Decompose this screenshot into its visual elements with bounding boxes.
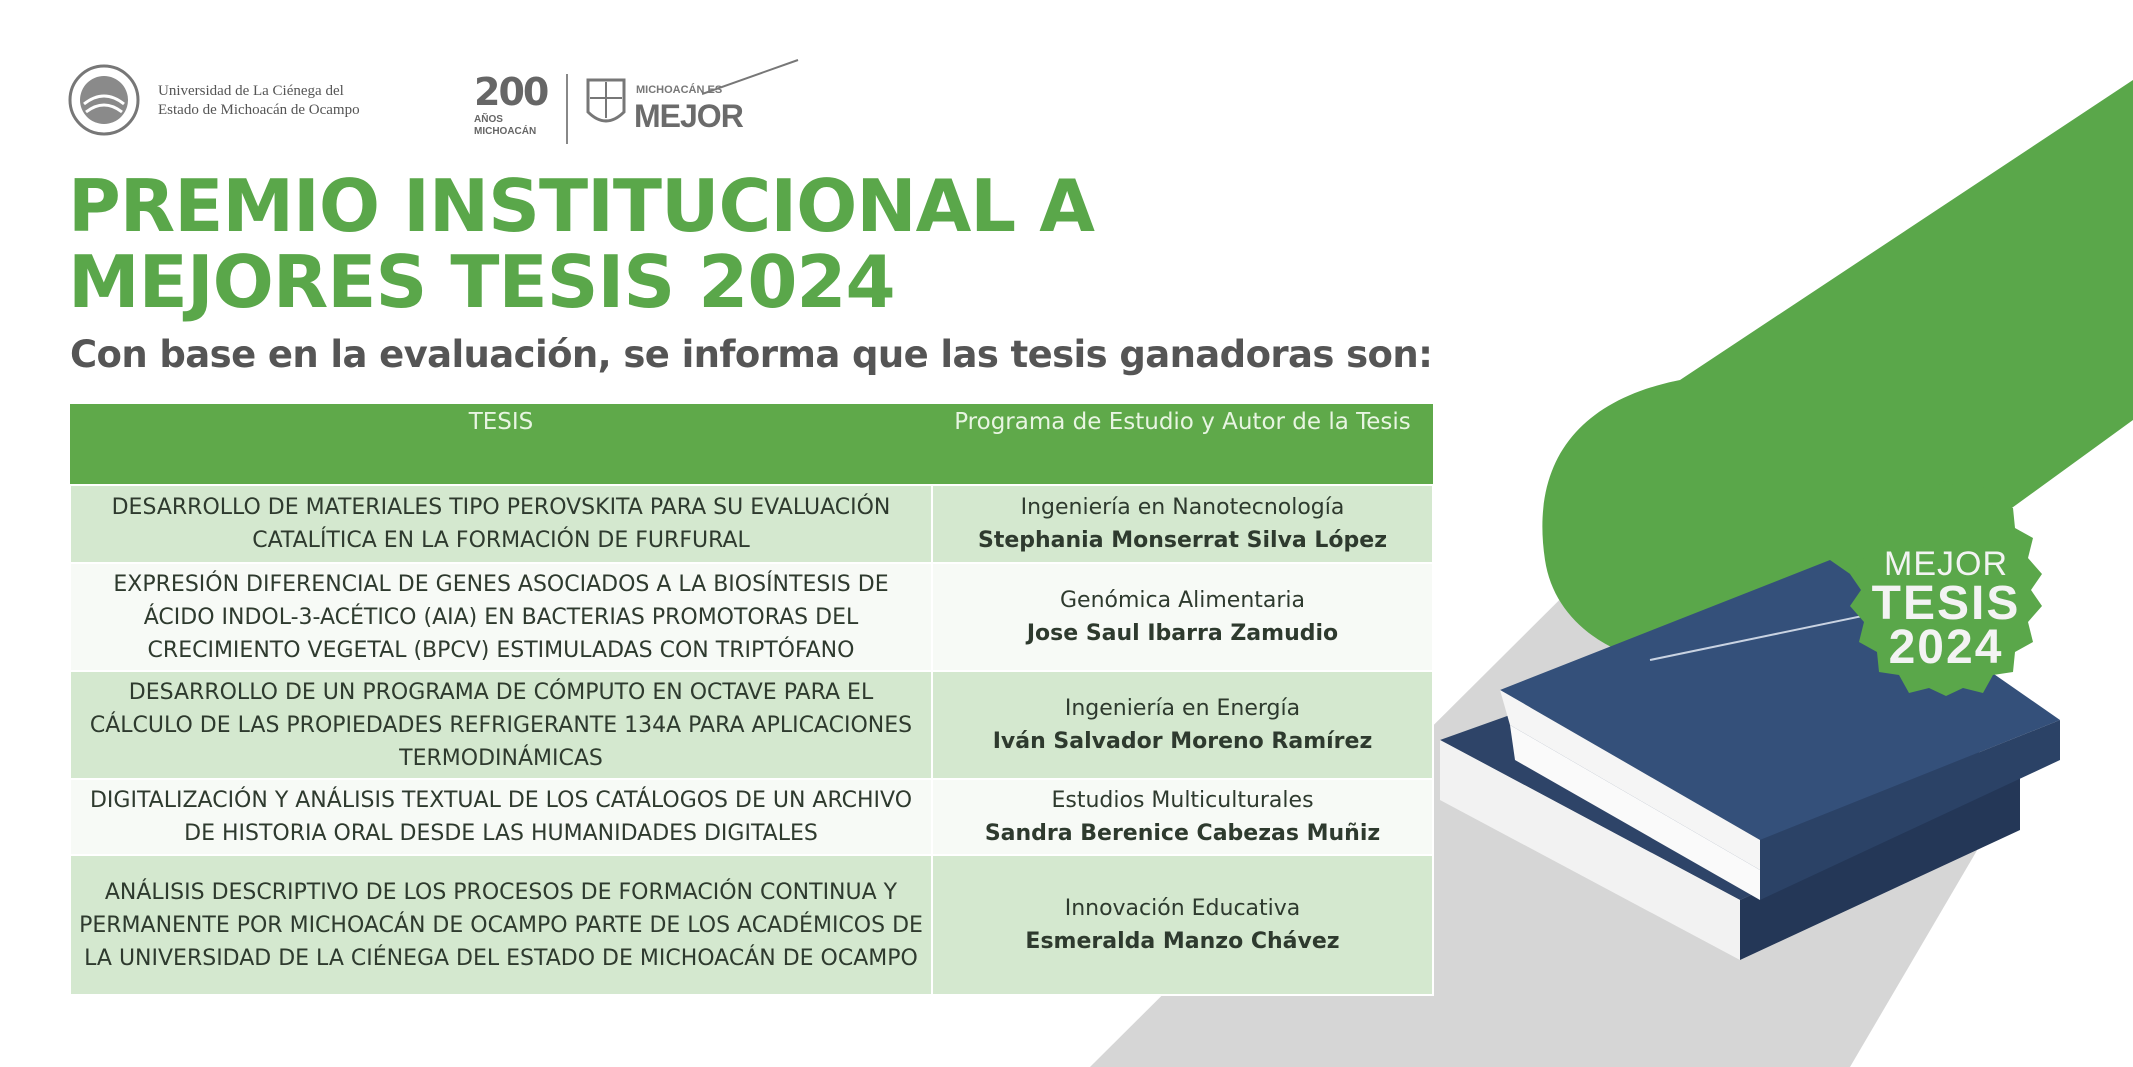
logo-200-number: 200 [474,70,548,114]
program-name: Estudios Multiculturales [1051,788,1314,813]
thesis-title: EXPRESIÓN DIFERENCIAL DE GENES ASOCIADOS A LA BIOSÍNTESIS DE ÁCIDO INDOL-3-ACÉTICO (AIA) EN BACTERIAS PROMOTORAS DEL CRECIMIENTO VEGETAL (BPCV) ESTIMULADAS CON TRIPTÓFANO [70,563,932,671]
logo-200-anos [470,66,550,150]
state-logo-small-text: MICHOACÁN ES [636,84,723,96]
university-name: Universidad de La Ciénega del Estado de Michoacán de Ocampo [158,83,360,118]
program-name: Ingeniería en Energía [1064,696,1301,721]
thesis-program-cell [932,485,1433,563]
thesis-program-cell [932,563,1433,671]
thesis-title: DESARROLLO DE MATERIALES TIPO PEROVSKITA PARA SU EVALUACIÓN CATALÍTICA EN LA FORMACIÓN DE FURFURAL [70,485,932,563]
subtitle: Con base en la evaluación, se informa que las tesis ganadoras son: [70,333,1433,376]
program-name: Genómica Alimentaria [1059,588,1306,613]
thesis-title: DESARROLLO DE UN PROGRAMA DE CÓMPUTO EN OCTAVE PARA EL CÁLCULO DE LAS PROPIEDADES REFRIGERANTE 134A PARA APLICACIONES TERMODINÁMICAS [70,671,932,779]
table-row [70,855,1433,995]
university-seal-icon [68,60,140,140]
header-thesis: TESIS [70,404,932,485]
program-name: Innovación Educativa [1064,896,1301,921]
table-row [70,671,1433,779]
author-name: Sandra Berenice Cabezas Muñiz [984,821,1381,846]
author-name: Stephania Monserrat Silva López [977,528,1388,553]
mejor-tesis-badge [1838,480,2054,696]
logo-divider [566,74,568,144]
table-header-row [70,404,1433,485]
author-name: Esmeralda Manzo Chávez [1025,929,1340,954]
badge-line-mejor: MEJOR [1884,545,2008,583]
table-row [70,485,1433,563]
state-logo-big-text: MEJOR [634,98,743,134]
thesis-title: DIGITALIZACIÓN Y ANÁLISIS TEXTUAL DE LOS CATÁLOGOS DE UN ARCHIVO DE HISTORIA ORAL DESDE LAS HUMANIDADES DIGITALES [70,779,932,855]
author-name: Iván Salvador Moreno Ramírez [992,729,1373,754]
table-row [70,779,1433,855]
program-name: Ingeniería en Nanotecnología [1020,495,1345,520]
state-shield-icon [584,76,628,130]
logo-200-text: AÑOS MICHOACÁN [474,114,537,137]
badge-line-year: 2024 [1888,621,2004,674]
university-logo [68,60,368,140]
cable-car-icon [702,58,802,98]
header-program: Programa de Estudio y Autor de la Tesis [932,404,1433,485]
thesis-program-cell [932,779,1433,855]
badge-line-tesis: TESIS [1871,577,2021,630]
badge-text [1838,545,2054,674]
thesis-program-cell [932,855,1433,995]
thesis-program-cell [932,671,1433,779]
thesis-table [69,404,1434,996]
page-title: PREMIO INSTITUCIONAL A MEJORES TESIS 2024 [68,164,1094,324]
thesis-title: ANÁLISIS DESCRIPTIVO DE LOS PROCESOS DE FORMACIÓN CONTINUA Y PERMANENTE POR MICHOACÁN DE OCAMPO PARTE DE LOS ACADÉMICOS DE LA UNIVERSIDAD DE LA CIÉNEGA DEL ESTADO DE MICHOACÁN DE OCAMPO [70,855,932,995]
state-logo [582,58,802,148]
author-name: Jose Saul Ibarra Zamudio [1026,621,1339,646]
table-row [70,563,1433,671]
